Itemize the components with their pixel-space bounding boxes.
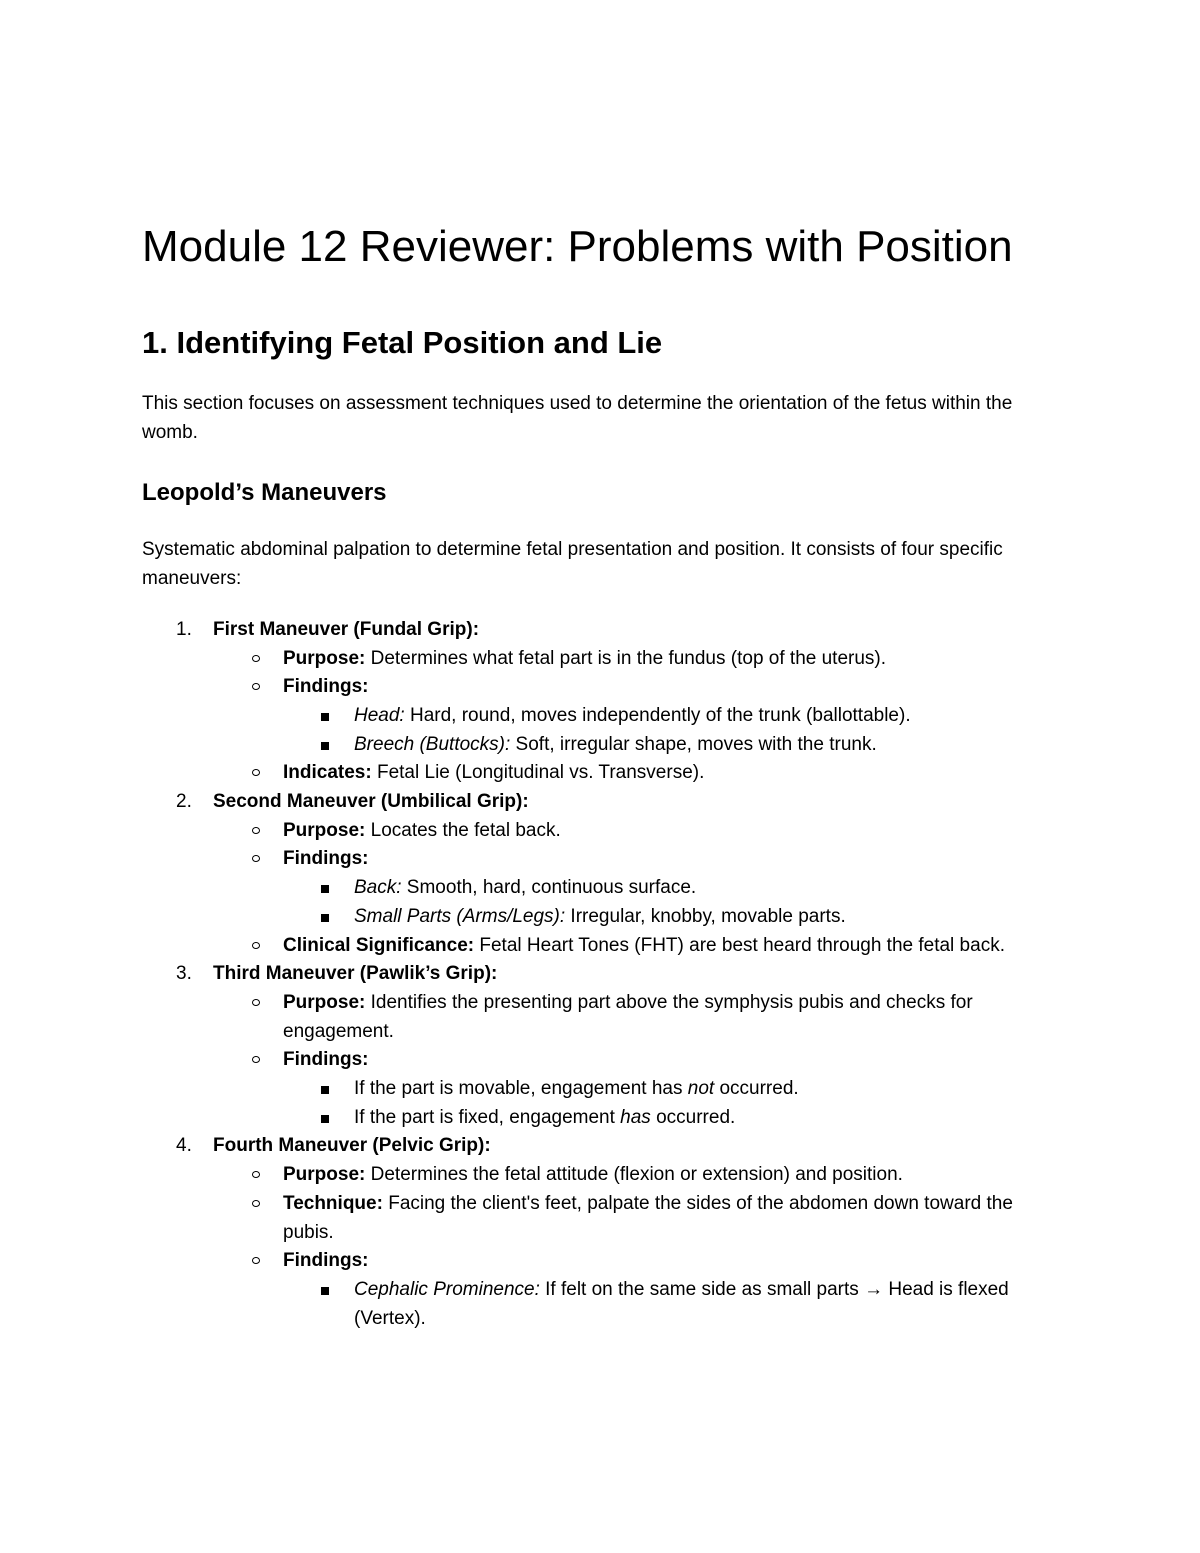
finding-emphasis: not bbox=[687, 1078, 715, 1100]
square-bullet-icon bbox=[321, 1287, 329, 1295]
finding-item bbox=[283, 1104, 1062, 1133]
detail-label: Technique: bbox=[283, 1192, 383, 1214]
square-bullet-icon bbox=[321, 1115, 329, 1123]
detail-item bbox=[213, 1190, 1062, 1247]
findings-list bbox=[283, 1075, 1062, 1132]
finding-item bbox=[283, 731, 1062, 760]
square-bullet-icon bbox=[321, 713, 329, 721]
detail-item bbox=[213, 759, 1062, 788]
detail-item bbox=[213, 932, 1062, 961]
circle-bullet-icon bbox=[252, 1056, 260, 1063]
finding-term: Back: bbox=[354, 877, 402, 899]
maneuver-item bbox=[142, 960, 1062, 1132]
maneuver-details bbox=[213, 1161, 1062, 1333]
maneuver-title: Fourth Maneuver (Pelvic Grip): bbox=[213, 1135, 491, 1157]
square-bullet-icon bbox=[321, 1086, 329, 1094]
findings-list bbox=[283, 874, 1062, 931]
finding-term: Breech (Buttocks): bbox=[354, 733, 511, 755]
circle-bullet-icon bbox=[252, 942, 260, 949]
detail-item bbox=[213, 645, 1062, 674]
finding-text: occurred. bbox=[714, 1078, 799, 1100]
maneuver-details bbox=[213, 989, 1062, 1133]
detail-label: Purpose: bbox=[283, 1164, 366, 1186]
square-bullet-icon bbox=[321, 914, 329, 922]
finding-item bbox=[283, 903, 1062, 932]
finding-text: If felt on the same side as small parts → Head is flexed (Vertex). bbox=[354, 1278, 1009, 1329]
detail-text: Determines the fetal attitude (flexion or extension) and position. bbox=[365, 1164, 903, 1186]
subsection-intro: Systematic abdominal palpation to determine fetal presentation and position. It consists of four specific maneuvers: bbox=[142, 539, 1003, 590]
section-intro: This section focuses on assessment techniques used to determine the orientation of the fetus within the womb. bbox=[142, 393, 1013, 443]
circle-bullet-icon bbox=[252, 1257, 260, 1264]
maneuver-title: First Maneuver (Fundal Grip): bbox=[213, 618, 480, 640]
square-bullet-icon bbox=[321, 885, 329, 893]
detail-text: Fetal Heart Tones (FHT) are best heard through the fetal back. bbox=[474, 934, 1005, 956]
maneuver-item bbox=[142, 1132, 1062, 1333]
detail-label: Clinical Significance: bbox=[283, 934, 475, 956]
maneuver-item bbox=[142, 788, 1062, 960]
detail-label: Purpose: bbox=[283, 647, 366, 669]
maneuver-title: Second Maneuver (Umbilical Grip): bbox=[213, 791, 529, 813]
square-bullet-icon bbox=[321, 742, 329, 750]
finding-text: occurred. bbox=[650, 1106, 736, 1128]
detail-item bbox=[213, 1046, 1062, 1132]
detail-text: Determines what fetal part is in the fundus (top of the uterus). bbox=[365, 647, 887, 669]
subsection-heading: Leopold’s Maneuvers bbox=[142, 479, 387, 507]
document-title: Module 12 Reviewer: Problems with Position bbox=[142, 222, 1013, 271]
circle-bullet-icon bbox=[252, 827, 260, 834]
circle-bullet-icon bbox=[252, 999, 260, 1006]
finding-text: Hard, round, moves independently of the trunk (ballottable). bbox=[404, 704, 911, 726]
finding-item bbox=[283, 874, 1062, 903]
detail-item bbox=[213, 989, 1062, 1046]
list-number: 3. bbox=[176, 963, 192, 985]
detail-item bbox=[213, 673, 1062, 759]
maneuver-details bbox=[213, 645, 1062, 789]
maneuver-list bbox=[142, 616, 1062, 1334]
finding-text: If the part is movable, engagement has bbox=[354, 1078, 688, 1100]
detail-label: Findings: bbox=[283, 1049, 369, 1071]
circle-bullet-icon bbox=[252, 1200, 260, 1207]
circle-bullet-icon bbox=[252, 683, 260, 690]
findings-list bbox=[283, 1276, 1062, 1333]
detail-label: Purpose: bbox=[283, 819, 366, 841]
maneuver-item bbox=[142, 616, 1062, 788]
list-number: 2. bbox=[176, 791, 192, 813]
detail-label: Findings: bbox=[283, 1250, 369, 1272]
finding-emphasis: has bbox=[620, 1106, 651, 1128]
detail-item bbox=[213, 845, 1062, 931]
findings-list bbox=[283, 702, 1062, 759]
detail-item bbox=[213, 1161, 1062, 1190]
detail-item bbox=[213, 817, 1062, 846]
finding-text: If the part is fixed, engagement bbox=[354, 1106, 621, 1128]
detail-text: Facing the client's feet, palpate the sides of the abdomen down toward the pubis. bbox=[283, 1192, 1013, 1243]
list-number: 1. bbox=[176, 618, 192, 640]
detail-label: Findings: bbox=[283, 676, 369, 698]
circle-bullet-icon bbox=[252, 855, 260, 862]
detail-label: Purpose: bbox=[283, 991, 366, 1013]
detail-text: Locates the fetal back. bbox=[365, 819, 561, 841]
detail-item bbox=[213, 1247, 1062, 1333]
finding-term: Head: bbox=[354, 704, 405, 726]
finding-item bbox=[283, 702, 1062, 731]
finding-term: Cephalic Prominence: bbox=[354, 1278, 540, 1300]
detail-label: Indicates: bbox=[283, 762, 372, 784]
finding-term: Small Parts (Arms/Legs): bbox=[354, 905, 566, 927]
finding-item bbox=[283, 1276, 1062, 1333]
section-heading: 1. Identifying Fetal Position and Lie bbox=[142, 325, 663, 360]
maneuver-title: Third Maneuver (Pawlik’s Grip): bbox=[213, 963, 498, 985]
list-number: 4. bbox=[176, 1135, 192, 1157]
maneuver-details bbox=[213, 817, 1062, 961]
detail-text: Identifies the presenting part above the symphysis pubis and checks for engagement. bbox=[283, 991, 973, 1042]
finding-text: Smooth, hard, continuous surface. bbox=[401, 877, 697, 899]
finding-text: Irregular, knobby, movable parts. bbox=[565, 905, 846, 927]
circle-bullet-icon bbox=[252, 769, 260, 776]
finding-item bbox=[283, 1075, 1062, 1104]
circle-bullet-icon bbox=[252, 1171, 260, 1178]
document-page bbox=[142, 218, 1062, 1333]
circle-bullet-icon bbox=[252, 655, 260, 662]
detail-label: Findings: bbox=[283, 848, 369, 870]
detail-text: Fetal Lie (Longitudinal vs. Transverse). bbox=[371, 762, 705, 784]
finding-text: Soft, irregular shape, moves with the trunk. bbox=[510, 733, 877, 755]
